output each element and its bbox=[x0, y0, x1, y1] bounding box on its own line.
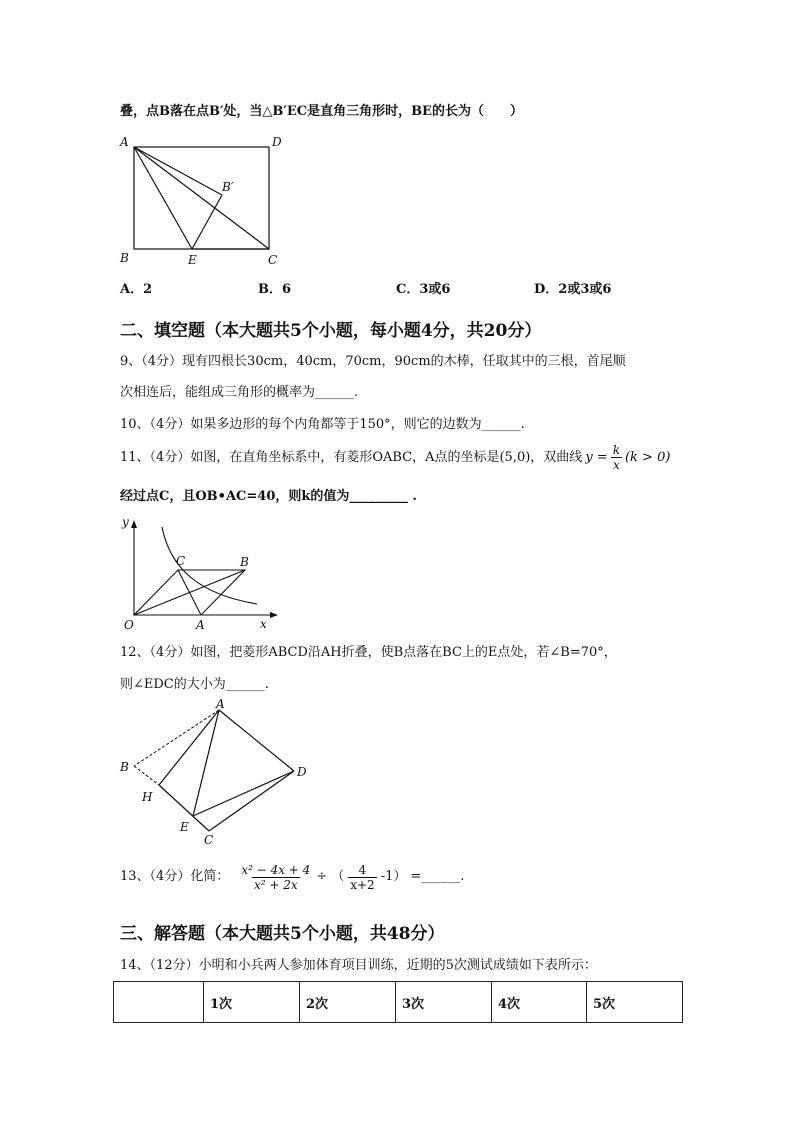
q9-line-1: 9、（4分）现有四根长30cm，40cm，70cm，90cm的木棒，任取其中的三根，首尾顺 bbox=[120, 354, 626, 369]
label-e: E bbox=[180, 820, 189, 834]
label-e: E bbox=[188, 253, 197, 267]
table-header-cell-5: 5次 bbox=[587, 982, 683, 1023]
q12-rhombus-figure bbox=[112, 698, 322, 848]
q11-eq-y: y = bbox=[585, 449, 608, 465]
label-o: O bbox=[124, 618, 134, 632]
label-b: B bbox=[120, 760, 129, 774]
q11-coordinate-figure bbox=[112, 512, 292, 632]
q13-frac2-num: 4 bbox=[358, 862, 367, 877]
q13-frac1-den: x² + 2x bbox=[253, 877, 298, 892]
label-a: A bbox=[120, 135, 129, 149]
q13-answer-blank: =______. bbox=[410, 869, 465, 884]
q8-option-a: A．2 bbox=[120, 282, 153, 297]
segment-eb-prime bbox=[192, 195, 222, 249]
q13-fraction-1 bbox=[239, 864, 312, 891]
q11-frac-num: k bbox=[612, 443, 620, 457]
q14-line: 14、（12分）小明和小兵两人参加体育项目训练，近期的5次测试成绩如下表所示： bbox=[120, 958, 597, 973]
q8-question-line: 叠，点B落在点B′处，当△B′EC是直角三角形时，BE的长为（ ） bbox=[120, 104, 523, 119]
label-y: y bbox=[122, 515, 129, 529]
section-2-title: 二、填空题（本大题共5个小题，每小题4分，共20分） bbox=[120, 321, 542, 341]
q14-score-table bbox=[113, 981, 683, 1023]
label-c: C bbox=[176, 554, 186, 568]
q13-prefix: 13、（4分）化简： bbox=[120, 869, 230, 884]
label-d: D bbox=[272, 135, 282, 149]
label-c: C bbox=[268, 253, 278, 267]
q13-line bbox=[120, 856, 464, 898]
q8-rectangle-figure bbox=[112, 130, 302, 270]
q13-frac2-den: x+2 bbox=[350, 877, 375, 892]
q11-frac-den: x bbox=[612, 458, 620, 472]
q11-fraction bbox=[611, 444, 622, 471]
table-header-row bbox=[114, 982, 683, 1023]
q13-divide: ÷ bbox=[316, 869, 328, 884]
segment-ab-dashed bbox=[134, 710, 219, 766]
label-h: H bbox=[142, 790, 153, 804]
q8-option-d: D．2或3或6 bbox=[534, 282, 612, 297]
q8-option-b: B．6 bbox=[258, 282, 292, 297]
q13-minus-one: -1） bbox=[380, 869, 407, 884]
label-a: A bbox=[196, 618, 205, 632]
label-d: D bbox=[297, 765, 307, 779]
table-header-cell-empty bbox=[114, 982, 204, 1023]
q13-paren-open: （ bbox=[331, 869, 345, 884]
segment-ed bbox=[193, 771, 294, 816]
segment-ad bbox=[219, 710, 294, 771]
label-b-prime: B′ bbox=[222, 180, 234, 194]
table-header-cell-2: 2次 bbox=[300, 982, 396, 1023]
table-header-cell-1: 1次 bbox=[204, 982, 300, 1023]
label-x: x bbox=[260, 617, 267, 631]
label-a: A bbox=[216, 698, 225, 711]
table-header-cell-3: 3次 bbox=[396, 982, 492, 1023]
q12-line-2: 则∠EDC的大小为______. bbox=[120, 677, 269, 692]
q11-line-1-text: 11、（4分）如图，在直角坐标系中，有菱形OABC，A点的坐标是(5,0)，双曲线 bbox=[120, 449, 583, 465]
table-header-cell-4: 4次 bbox=[492, 982, 587, 1023]
segment-dc bbox=[209, 771, 294, 831]
q11-condition: (k > 0) bbox=[624, 449, 671, 465]
label-b: B bbox=[120, 251, 129, 265]
q13-frac1-num: x² − 4x + 4 bbox=[241, 862, 311, 877]
q12-line-1: 12、（4分）如图，把菱形ABCD沿AH折叠，使B点落在BC上的E点处，若∠B=70°， bbox=[120, 645, 617, 660]
q8-option-c: C．3或6 bbox=[396, 282, 451, 297]
section-3-title: 三、解答题（本大题共5个小题，共48分） bbox=[120, 924, 445, 944]
q11-line-1 bbox=[120, 444, 670, 471]
label-c: C bbox=[204, 833, 214, 847]
q9-line-2: 次相连后，能组成三角形的概率为______. bbox=[120, 385, 359, 400]
segment-ac bbox=[134, 147, 269, 249]
label-b: B bbox=[240, 555, 249, 569]
q13-fraction-2 bbox=[348, 864, 376, 891]
segment-bh-dashed bbox=[134, 766, 159, 785]
q11-line-2: 经过点C，且OB•AC=40，则k的值为_________ . bbox=[120, 489, 417, 504]
q10-line: 10、（4分）如果多边形的每个内角都等于150°，则它的边数为______. bbox=[120, 417, 525, 432]
